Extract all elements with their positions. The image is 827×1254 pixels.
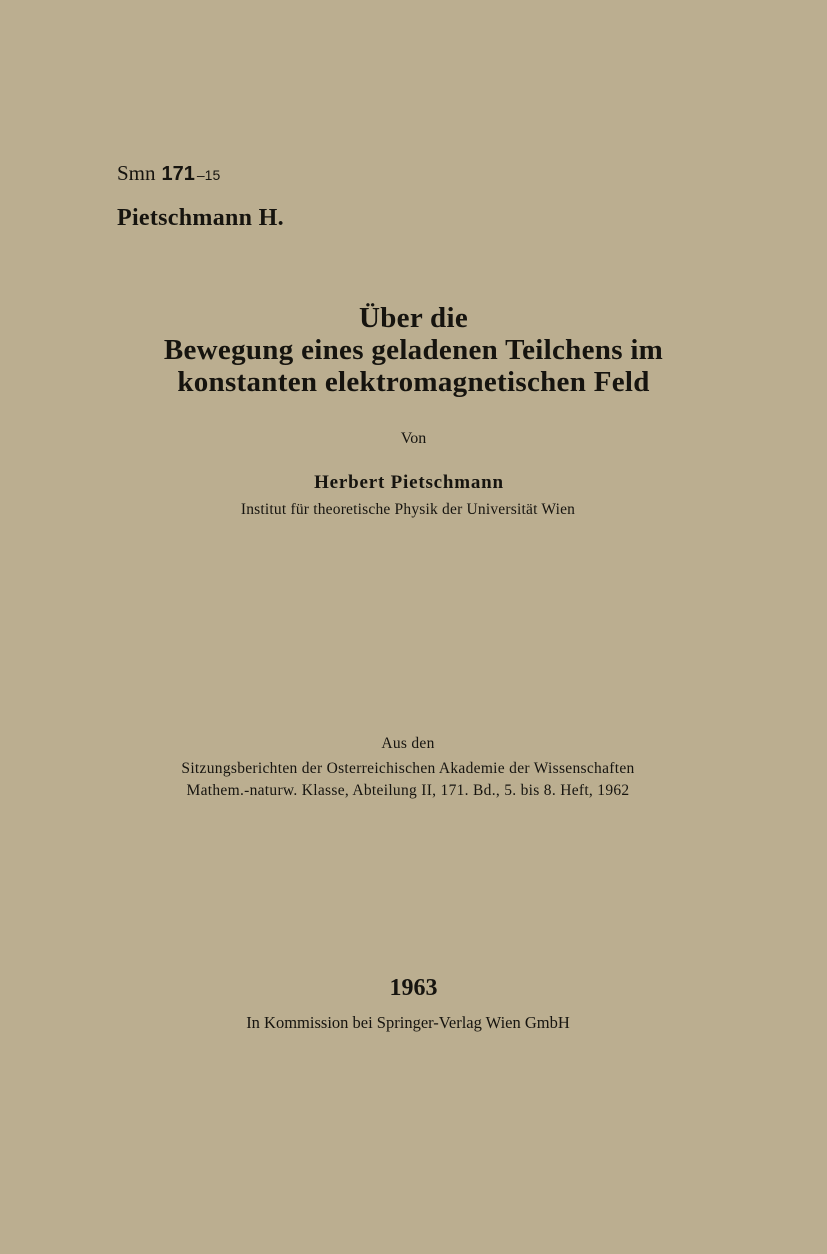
series-prefix: Smn bbox=[117, 161, 156, 185]
series-number: 171 bbox=[161, 163, 195, 185]
author-institute: Institut für theoretische Physik der Universität Wien bbox=[240, 501, 576, 518]
title-line-1: Über die bbox=[359, 302, 468, 334]
short-author: Pietschmann H. bbox=[117, 205, 284, 231]
title-line-3: konstanten elektromagnetischen Feld bbox=[177, 366, 650, 398]
title-line-2: Bewegung eines geladenen Teilchens im bbox=[163, 334, 664, 366]
source-line-3: Mathem.-naturw. Klasse, Abteilung II, 171. Bd., 5. bis 8. Heft, 1962 bbox=[186, 782, 630, 799]
series-suffix: –15 bbox=[196, 167, 221, 183]
series-reference bbox=[117, 160, 220, 188]
source-line-2: Sitzungsberichten der Osterreichischen Akademie der Wissenschaften bbox=[181, 760, 635, 777]
document-title bbox=[0, 302, 827, 398]
publication-year: 1963 bbox=[389, 975, 438, 1001]
von-label: Von bbox=[400, 430, 427, 447]
publisher-line: In Kommission bei Springer-Verlag Wien GmbH bbox=[246, 1013, 570, 1032]
author-name: Herbert Pietschmann bbox=[314, 472, 504, 493]
source-line-1: Aus den bbox=[381, 735, 435, 752]
